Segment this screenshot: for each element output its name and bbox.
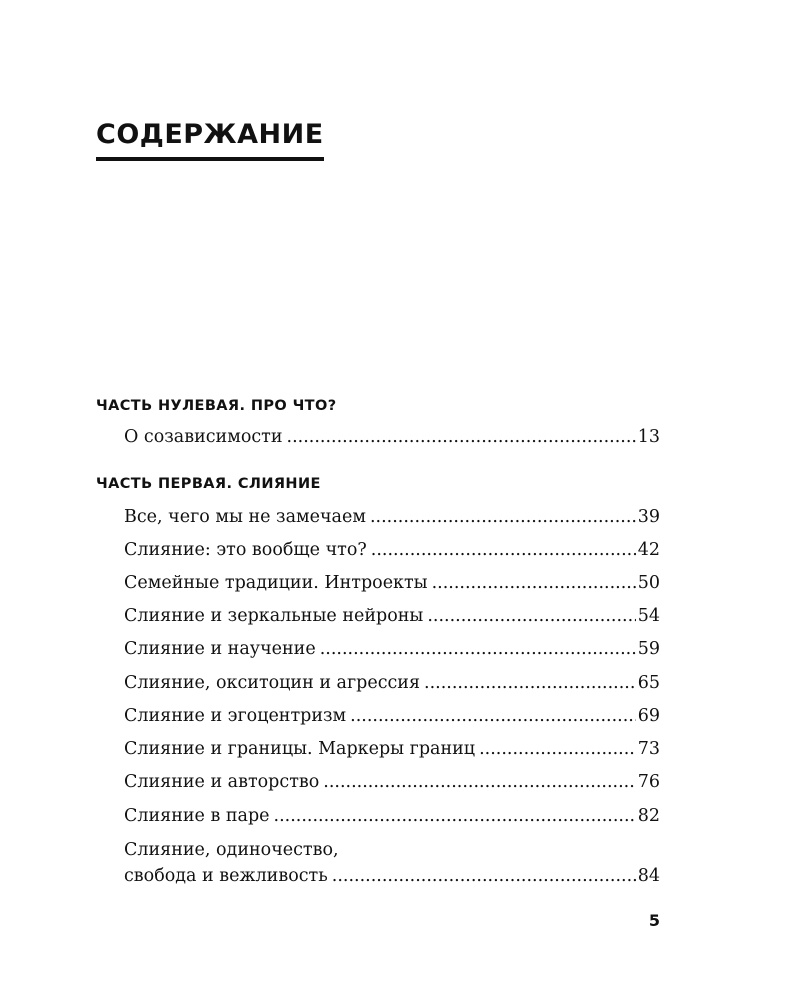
toc-entry	[124, 575, 660, 593]
page-number: 5	[648, 911, 660, 930]
toc-entry-page: 42	[637, 540, 660, 560]
part-heading-zero: ЧАСТЬ НУЛЕВАЯ. ПРО ЧТО?	[96, 398, 337, 414]
toc-entry-title: Слияние, окситоцин и агрессия	[124, 673, 421, 693]
leader-dots	[432, 575, 636, 593]
page-title: СОДЕРЖАНИЕ	[96, 121, 324, 161]
toc-entry-title: Слияние: это вообще что?	[124, 540, 367, 560]
toc-entry-title: Слияние в паре	[124, 806, 270, 826]
toc-entry	[124, 542, 660, 560]
toc-entry-page: 39	[637, 507, 660, 527]
toc-entry-page: 54	[637, 606, 660, 626]
toc-entry	[124, 774, 660, 792]
toc-entry-page: 69	[637, 706, 660, 726]
toc-entry	[124, 741, 660, 759]
toc-entry	[124, 842, 660, 885]
toc-entry-title: Слияние и научение	[124, 639, 316, 659]
leader-dots	[427, 608, 635, 626]
toc-entry	[124, 808, 660, 826]
toc-entry-title: Слияние и границы. Маркеры границ	[124, 739, 476, 759]
toc-entry	[124, 708, 660, 726]
toc-entry-page: 73	[637, 739, 660, 759]
toc-entry	[124, 675, 660, 693]
toc-entry	[124, 608, 660, 626]
leader-dots	[424, 675, 636, 693]
leader-dots	[370, 509, 636, 527]
toc-entry-title-line1: Слияние, одиночество,	[124, 840, 339, 860]
toc-entry-page: 82	[637, 806, 660, 826]
toc-entry-page: 65	[637, 673, 660, 693]
toc-entry-title: Все, чего мы не замечаем	[124, 507, 366, 527]
toc-entry-page: 50	[637, 573, 660, 593]
toc-entry-title: Слияние и авторство	[124, 772, 320, 792]
leader-dots	[323, 774, 635, 792]
part-heading-first: ЧАСТЬ ПЕРВАЯ. СЛИЯНИЕ	[96, 476, 321, 492]
leader-dots	[479, 741, 636, 759]
toc-entry-page: 84	[637, 865, 660, 886]
toc-entry-last-line	[124, 865, 660, 886]
toc-entry-title: О созависимости	[124, 427, 283, 447]
toc-entry-title: Слияние и эгоцентризм	[124, 706, 347, 726]
toc-entry-page: 76	[637, 772, 660, 792]
toc-entry	[124, 641, 660, 659]
leader-dots	[350, 708, 636, 726]
leader-dots	[287, 429, 636, 447]
leader-dots	[274, 808, 636, 826]
toc-entry-title: Слияние и зеркальные нейроны	[124, 606, 424, 626]
leader-dots	[320, 641, 636, 659]
toc-entry-title-line2: свобода и вежливость	[124, 865, 328, 886]
toc-entry	[124, 429, 660, 447]
toc-entry-page: 59	[637, 639, 660, 659]
toc-entry	[124, 509, 660, 527]
leader-dots	[332, 868, 636, 886]
leader-dots	[371, 542, 636, 560]
toc-entry-title: Семейные традиции. Интроекты	[124, 573, 428, 593]
toc-entry-page: 13	[637, 427, 660, 447]
